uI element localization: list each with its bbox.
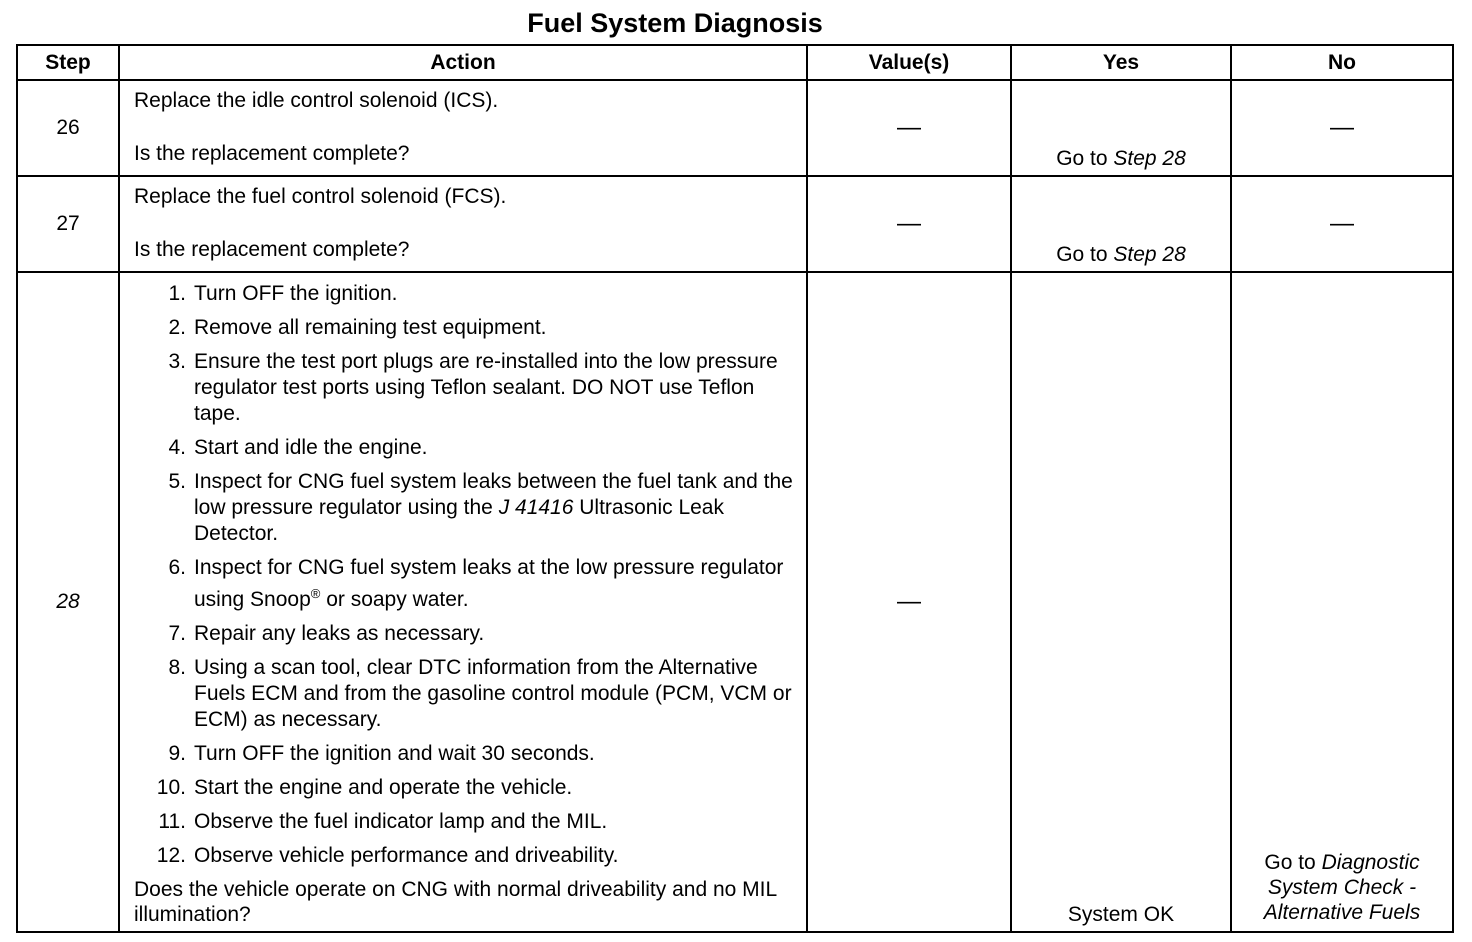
page-title: Fuel System Diagnosis bbox=[527, 8, 823, 38]
list-item: 2. Remove all remaining test equipment. bbox=[168, 316, 547, 339]
yes-link[interactable]: Step 28 bbox=[1113, 243, 1186, 266]
list-item: 12. Observe vehicle performance and driveability. bbox=[156, 844, 619, 867]
table-row bbox=[17, 272, 1453, 932]
list-item: 3. Ensure the test port plugs are re-installed into the low pressure regulator test ports using Teflon sealant. DO NOT use Teflon tape. bbox=[168, 350, 778, 425]
step-number: 27 bbox=[17, 176, 119, 272]
yes-cell bbox=[1011, 80, 1231, 176]
list-item: 11. Observe the fuel indicator lamp and the MIL. bbox=[158, 810, 608, 833]
action-question: Is the replacement complete? bbox=[134, 238, 410, 261]
value-cell: — bbox=[807, 272, 1011, 932]
list-item: 1. Turn OFF the ignition. bbox=[168, 282, 398, 305]
header-step: Step bbox=[17, 45, 119, 80]
list-item: 8. Using a scan tool, clear DTC information from the Alternative Fuels ECM and from the gasoline control module (PCM, VCM or ECM) as necessary. bbox=[168, 656, 792, 731]
action-cell bbox=[119, 176, 807, 272]
value-cell: — bbox=[807, 176, 1011, 272]
no-cell bbox=[1231, 272, 1453, 932]
list-item: 10. Start the engine and operate the vehicle. bbox=[156, 776, 573, 799]
yes-prefix: Go to bbox=[1056, 147, 1114, 170]
table-row bbox=[17, 80, 1453, 176]
action-cell bbox=[119, 272, 807, 932]
list-item: 4. Start and idle the engine. bbox=[168, 436, 428, 459]
action-text: Replace the fuel control solenoid (FCS). bbox=[134, 185, 507, 208]
list-item: 6. Inspect for CNG fuel system leaks at the low pressure regulator using Snoop® or soapy water. bbox=[168, 556, 784, 611]
header-no: No bbox=[1231, 45, 1453, 80]
table-row bbox=[17, 176, 1453, 272]
header-values: Value(s) bbox=[807, 45, 1011, 80]
tool-number: J 41416 bbox=[498, 496, 574, 519]
action-text: Replace the idle control solenoid (ICS). bbox=[134, 89, 499, 112]
action-cell bbox=[119, 80, 807, 176]
list-item: 7. Repair any leaks as necessary. bbox=[168, 622, 485, 645]
procedure-list bbox=[134, 281, 794, 869]
value-cell: — bbox=[807, 80, 1011, 176]
header-yes: Yes bbox=[1011, 45, 1231, 80]
registered-mark: ® bbox=[310, 586, 321, 601]
header-action: Action bbox=[119, 45, 807, 80]
yes-cell: System OK bbox=[1011, 272, 1231, 932]
no-link[interactable]: Diagnostic System Check - Alternative Fuels bbox=[1263, 851, 1421, 924]
diagnosis-table bbox=[16, 44, 1454, 933]
list-item: 5. Inspect for CNG fuel system leaks between the fuel tank and the low pressure regulator using the J 41416 Ultrasonic Leak Detector. bbox=[168, 470, 793, 545]
step-number: 28 bbox=[17, 272, 119, 932]
no-prefix: Go to bbox=[1264, 851, 1322, 874]
yes-link[interactable]: Step 28 bbox=[1113, 147, 1186, 170]
action-question: Is the replacement complete? bbox=[134, 142, 410, 165]
no-cell: — bbox=[1231, 176, 1453, 272]
no-cell: — bbox=[1231, 80, 1453, 176]
step-number: 26 bbox=[17, 80, 119, 176]
list-item: 9. Turn OFF the ignition and wait 30 seconds. bbox=[168, 742, 595, 765]
yes-prefix: Go to bbox=[1056, 243, 1114, 266]
header-row bbox=[17, 45, 1453, 80]
action-question: Does the vehicle operate on CNG with normal driveability and no MIL illumination? bbox=[134, 878, 777, 926]
yes-cell bbox=[1011, 176, 1231, 272]
